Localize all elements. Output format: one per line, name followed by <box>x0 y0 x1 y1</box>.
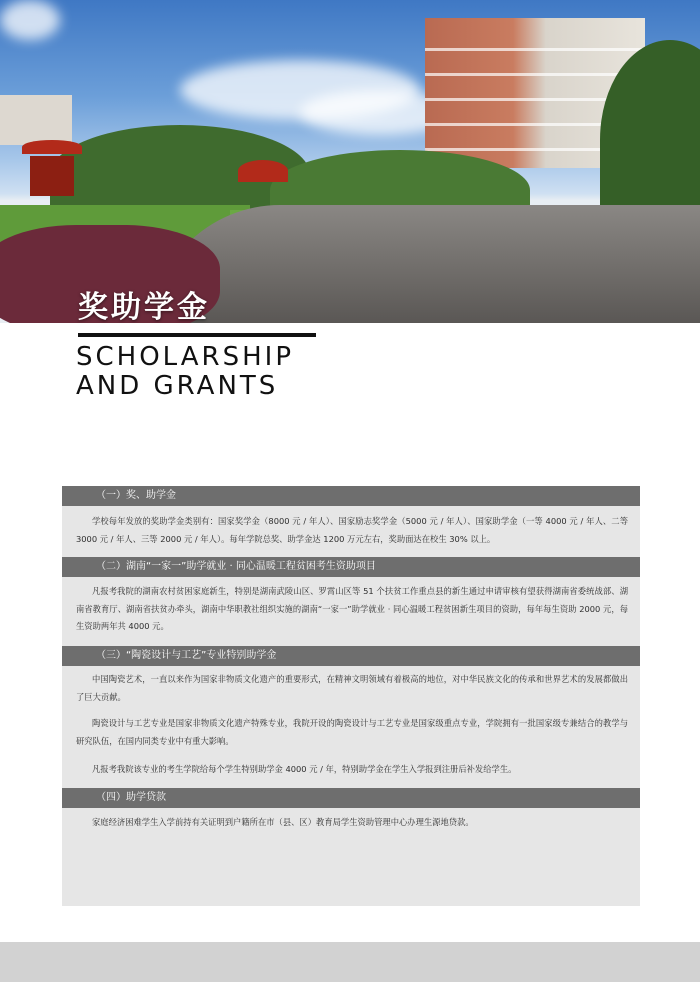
section-heading-1: （一）奖、助学金 <box>62 486 640 506</box>
section-2-paragraph: 凡报考我院的湖南农村贫困家庭新生，特别是湖南武陵山区、罗霄山区等 51 个扶贫工作重点县的新生通过申请审核有望获得湖南省委统战部、湖南省教育厅、湖南省扶贫办牵头，湖南中华职教社组织实施的湖南“一家一”助学就业 · 同心温暖工程贫困新生项目的资助，每年每生资助 2000 元，每生资助两年共 4000 元。 <box>76 586 628 631</box>
section-heading-4: （四）助学贷款 <box>62 788 640 808</box>
pagoda <box>30 156 74 196</box>
section-3-paragraph-2: 陶瓷设计与工艺专业是国家非物质文化遗产特殊专业，我院开设的陶瓷设计与工艺专业是国家级重点专业，学院拥有一批国家级专兼结合的教学与研究队伍，在国内同类专业中有重大影响。 <box>76 718 628 746</box>
section-4-paragraph: 家庭经济困难学生入学前持有关证明到户籍所在市（县、区）教育局学生资助管理中心办理生源地贷款。 <box>92 817 474 827</box>
section-heading-3: （三）“陶瓷设计与工艺”专业特别助学金 <box>62 646 640 666</box>
page-title-cn: 奖助学金 <box>78 290 210 323</box>
left-building <box>0 95 72 145</box>
footer-bar <box>0 942 700 982</box>
title-rule <box>78 333 316 337</box>
page-title-en <box>76 343 294 401</box>
cloud <box>0 0 60 40</box>
pagoda-roof <box>22 140 82 154</box>
en-title-line2: AND GRANTS <box>76 371 279 401</box>
content-panel <box>62 486 640 906</box>
pavilion-roof <box>238 160 288 182</box>
en-title-line1: SCHOLARSHIP <box>76 342 295 372</box>
section-heading-2: （二）湖南“一家一”助学就业 · 同心温暖工程贫困考生资助项目 <box>62 557 640 577</box>
campus-photo <box>0 0 700 323</box>
section-3-paragraph-1: 中国陶瓷艺术，一直以来作为国家非物质文化遗产的重要形式，在精神文明领域有着极高的地位，对中华民族文化的传承和世界艺术的发展都做出了巨大贡献。 <box>76 674 628 702</box>
road <box>150 205 700 323</box>
section-3-paragraph-3: 凡报考我院该专业的考生学院给每个学生特别助学金 4000 元 / 年，特别助学金在学生入学报到注册后补发给学生。 <box>92 764 517 774</box>
section-1-paragraph: 学校每年发放的奖助学金类别有：国家奖学金（8000 元 / 年人）、国家励志奖学金（5000 元 / 年人）、国家助学金（一等 4000 元 / 年人、二等 3000 元 / 年人、三等 2000 元 / 年人）。每年学院总奖、助学金达 1200 万元左右，奖助面达在校生 30% 以上。 <box>76 516 628 544</box>
